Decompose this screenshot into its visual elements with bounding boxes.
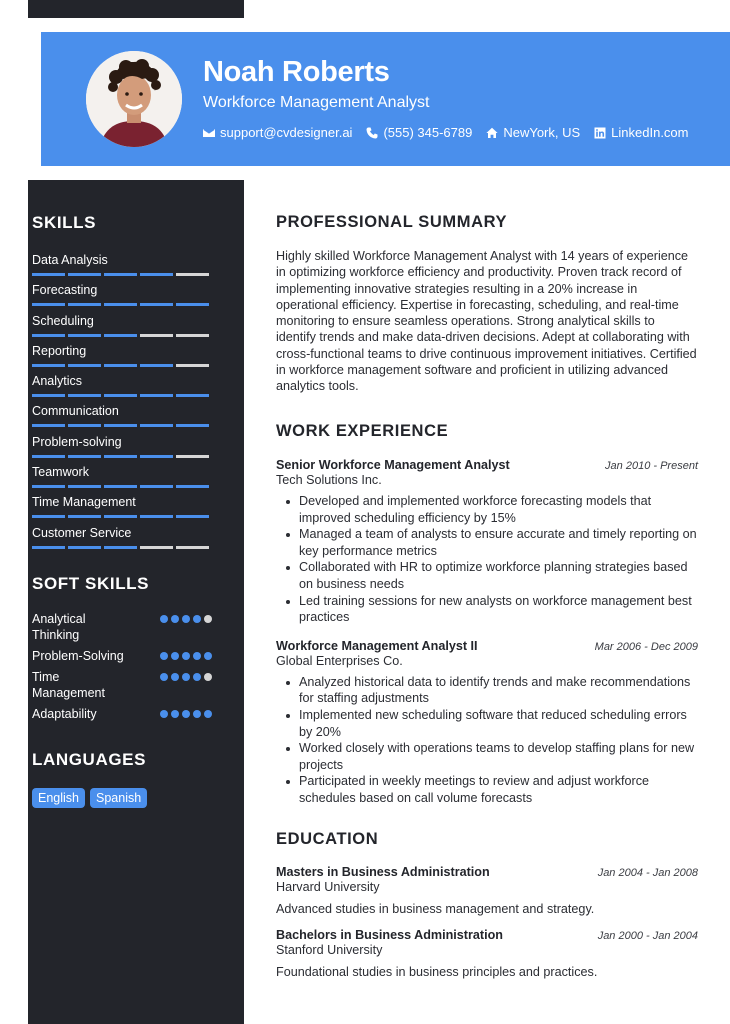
email-text: support@cvdesigner.ai — [220, 125, 353, 140]
job-date: Mar 2006 - Dec 2009 — [594, 640, 698, 653]
phone-text: (555) 345-6789 — [383, 125, 473, 140]
degree-title: Masters in Business Administration — [276, 865, 490, 879]
languages-title: LANGUAGES — [32, 750, 147, 769]
skill-item — [32, 283, 212, 313]
summary-section — [276, 213, 698, 395]
skill-bar-segment — [176, 364, 209, 367]
skill-label: Problem-solving — [32, 434, 122, 449]
skill-bar-segment — [176, 455, 209, 458]
skill-bar-segment — [68, 546, 101, 549]
skill-label: Forecasting — [32, 283, 98, 298]
skill-bar-segment — [32, 546, 65, 549]
soft-skill-rating — [160, 673, 212, 681]
skill-bar-segment — [32, 364, 65, 367]
skill-bar-segment — [140, 515, 173, 518]
skill-bar — [32, 303, 209, 306]
skill-label: Teamwork — [32, 465, 89, 480]
skill-bar-segment — [68, 394, 101, 397]
contact-phone[interactable] — [366, 125, 472, 140]
linkedin-text: LinkedIn.com — [611, 125, 689, 140]
rating-dot — [171, 673, 179, 681]
education-list — [276, 865, 698, 980]
skill-bar-segment — [140, 485, 173, 488]
contact-linkedin[interactable] — [594, 125, 688, 140]
skill-item — [32, 526, 212, 556]
rating-dot — [160, 615, 168, 623]
skill-bar-segment — [104, 515, 137, 518]
envelope-icon — [203, 127, 215, 139]
soft-skills-title: SOFT SKILLS — [32, 574, 150, 593]
summary-text: Highly skilled Workforce Management Analyst with 14 years of experience in optimizing workforce efficiency and productivity. Proven track record of implementing innovative strategies resulting in a 20% increase in operational efficiency. Expertise in forecasting, scheduling, and real-time monitoring to ensure seamless operations. Strong analytical skills to identify trends and make data-driven decisions. Adept at collaborating with cross-functional teams to drive continuous improvement initiatives. Certified in workforce management software and proficient in utilizing advanced analytics tools. — [276, 249, 697, 394]
skill-bar-segment — [104, 485, 137, 488]
soft-skill-label: Time Management — [32, 670, 105, 700]
job-bullet: Led training sessions for new analysts on workforce management best practices — [276, 593, 698, 626]
skill-bar — [32, 364, 209, 367]
school-name: Stanford University — [276, 943, 383, 957]
skill-bar-segment — [104, 273, 137, 276]
skill-bar-segment — [176, 546, 209, 549]
skill-bar-segment — [140, 546, 173, 549]
skill-bar-segment — [176, 273, 209, 276]
rating-dot — [182, 615, 190, 623]
rating-dot — [160, 673, 168, 681]
education-section — [276, 830, 698, 980]
soft-skill-item — [32, 648, 212, 664]
experience-list — [276, 458, 698, 807]
linkedin-icon — [594, 127, 606, 139]
skill-bar-segment — [140, 364, 173, 367]
skill-label: Scheduling — [32, 313, 94, 328]
skill-bar-segment — [32, 455, 65, 458]
skill-bar — [32, 455, 209, 458]
skill-bar-segment — [32, 515, 65, 518]
soft-skills-section — [32, 574, 212, 727]
skill-bar-segment — [68, 334, 101, 337]
rating-dot — [193, 710, 201, 718]
skill-bar-segment — [176, 334, 209, 337]
skill-bar-segment — [68, 515, 101, 518]
skill-bar — [32, 546, 209, 549]
job-bullet: Participated in weekly meetings to review and adjust workforce schedules based on call volume forecasts — [276, 773, 698, 806]
job-bullet: Managed a team of analysts to ensure accurate and timely reporting on key performance metrics — [276, 526, 698, 559]
skill-bar-segment — [104, 424, 137, 427]
soft-skill-item — [32, 706, 212, 722]
skill-bar-segment — [68, 364, 101, 367]
skills-list — [32, 253, 212, 556]
rating-dot — [204, 673, 212, 681]
languages-section — [32, 750, 212, 808]
skill-label: Analytics — [32, 374, 83, 389]
education-entry — [276, 865, 698, 917]
rating-dot — [193, 615, 201, 623]
rating-dot — [193, 673, 201, 681]
skill-bar-segment — [176, 424, 209, 427]
skill-bar-segment — [140, 424, 173, 427]
contact-email[interactable] — [203, 125, 352, 140]
skill-bar-segment — [32, 424, 65, 427]
language-badge: Spanish — [90, 788, 147, 808]
job-entry — [276, 639, 698, 807]
rating-dot — [193, 652, 201, 660]
job-title: Workforce Management Analyst II — [276, 638, 478, 653]
skill-bar — [32, 485, 209, 488]
skill-item — [32, 374, 212, 404]
skill-bar — [32, 394, 209, 397]
experience-title: WORK EXPERIENCE — [276, 422, 449, 440]
header — [28, 18, 730, 180]
rating-dot — [204, 710, 212, 718]
skill-bar-segment — [32, 394, 65, 397]
skill-label: Customer Service — [32, 525, 132, 540]
job-bullets — [276, 493, 698, 626]
skill-bar-segment — [140, 303, 173, 306]
soft-skill-rating — [160, 710, 212, 718]
skill-bar-segment — [32, 334, 65, 337]
rating-dot — [171, 652, 179, 660]
rating-dot — [204, 652, 212, 660]
job-bullet: Collaborated with HR to optimize workforce planning strategies based on business needs — [276, 559, 698, 592]
skill-bar-segment — [32, 303, 65, 306]
rating-dot — [171, 710, 179, 718]
phone-icon — [366, 127, 378, 139]
soft-skill-rating — [160, 615, 212, 623]
candidate-role: Workforce Management Analyst — [203, 94, 430, 111]
education-date: Jan 2004 - Jan 2008 — [597, 867, 698, 879]
contact-list — [203, 125, 689, 140]
language-badge: English — [32, 788, 85, 808]
experience-section — [276, 422, 698, 807]
skill-item — [32, 314, 212, 344]
skill-item — [32, 344, 212, 374]
job-bullet: Developed and implemented workforce forecasting models that improved scheduling efficiency by 15% — [276, 493, 698, 526]
avatar-photo — [86, 51, 182, 147]
skill-label: Data Analysis — [32, 253, 108, 267]
skill-label: Time Management — [32, 495, 136, 510]
skill-bar-segment — [140, 455, 173, 458]
skill-item — [32, 435, 212, 465]
candidate-name: Noah Roberts — [203, 56, 390, 88]
skill-bar-segment — [68, 485, 101, 488]
skill-item — [32, 253, 212, 283]
skill-bar-segment — [104, 364, 137, 367]
soft-skill-label: Adaptability — [32, 707, 97, 721]
skill-bar-segment — [32, 485, 65, 488]
avatar — [86, 51, 182, 147]
education-description: Foundational studies in business principles and practices. — [276, 965, 598, 979]
skills-title: SKILLS — [32, 213, 97, 232]
rating-dot — [171, 615, 179, 623]
job-bullet: Analyzed historical data to identify trends and make recommendations for staffing adjustments — [276, 674, 698, 707]
soft-skill-item — [32, 669, 212, 701]
skill-bar — [32, 334, 209, 337]
education-title: EDUCATION — [276, 830, 379, 848]
skill-bar — [32, 515, 209, 518]
skill-bar-segment — [140, 394, 173, 397]
skill-item — [32, 404, 212, 434]
skill-bar-segment — [176, 303, 209, 306]
rating-dot — [160, 652, 168, 660]
soft-skill-item — [32, 611, 212, 643]
skill-bar-segment — [104, 546, 137, 549]
skill-bar-segment — [32, 273, 65, 276]
job-title: Senior Workforce Management Analyst — [276, 458, 510, 472]
languages-list — [32, 788, 212, 808]
education-entry — [276, 928, 698, 980]
skill-bar-segment — [104, 394, 137, 397]
skill-item — [32, 465, 212, 495]
skill-bar-segment — [104, 303, 137, 306]
skill-bar-segment — [68, 455, 101, 458]
skill-bar-segment — [68, 424, 101, 427]
education-header — [276, 865, 698, 879]
skill-bar — [32, 424, 209, 427]
rating-dot — [204, 615, 212, 623]
job-bullets — [276, 674, 698, 807]
home-icon — [486, 127, 498, 139]
skill-bar-segment — [176, 515, 209, 518]
skill-label: Communication — [32, 404, 119, 419]
skill-bar-segment — [176, 394, 209, 397]
job-bullet: Implemented new scheduling software that reduced scheduling errors by 20% — [276, 707, 698, 740]
skill-bar-segment — [68, 303, 101, 306]
job-company: Global Enterprises Co. — [276, 653, 403, 668]
soft-skill-rating — [160, 652, 212, 660]
skill-bar-segment — [68, 273, 101, 276]
education-header — [276, 928, 698, 942]
degree-title: Bachelors in Business Administration — [276, 928, 503, 942]
soft-skill-label: Problem-Solving — [32, 649, 124, 663]
job-company: Tech Solutions Inc. — [276, 473, 382, 487]
soft-skills-list — [32, 611, 212, 722]
job-header — [276, 458, 698, 472]
skill-bar-segment — [104, 455, 137, 458]
skill-bar-segment — [140, 273, 173, 276]
contact-location[interactable] — [486, 125, 580, 140]
rating-dot — [182, 652, 190, 660]
rating-dot — [182, 710, 190, 718]
skills-section — [32, 213, 212, 556]
skill-bar-segment — [140, 334, 173, 337]
rating-dot — [160, 710, 168, 718]
job-entry — [276, 458, 698, 626]
rating-dot — [182, 673, 190, 681]
job-date: Jan 2010 - Present — [605, 460, 698, 472]
education-date: Jan 2000 - Jan 2004 — [597, 930, 698, 942]
skill-label: Reporting — [32, 343, 87, 358]
skill-bar-segment — [104, 334, 137, 337]
soft-skill-label: Analytical Thinking — [32, 612, 86, 642]
skill-bar-segment — [176, 485, 209, 488]
skill-bar — [32, 273, 209, 276]
header-banner — [41, 32, 730, 166]
education-description: Advanced studies in business management and strategy. — [276, 902, 595, 916]
skill-item — [32, 495, 212, 525]
summary-title: PROFESSIONAL SUMMARY — [276, 213, 508, 231]
job-bullet: Worked closely with operations teams to develop staffing plans for new projects — [276, 740, 698, 773]
school-name: Harvard University — [276, 880, 380, 894]
location-text: NewYork, US — [503, 125, 581, 140]
job-header — [276, 639, 698, 653]
